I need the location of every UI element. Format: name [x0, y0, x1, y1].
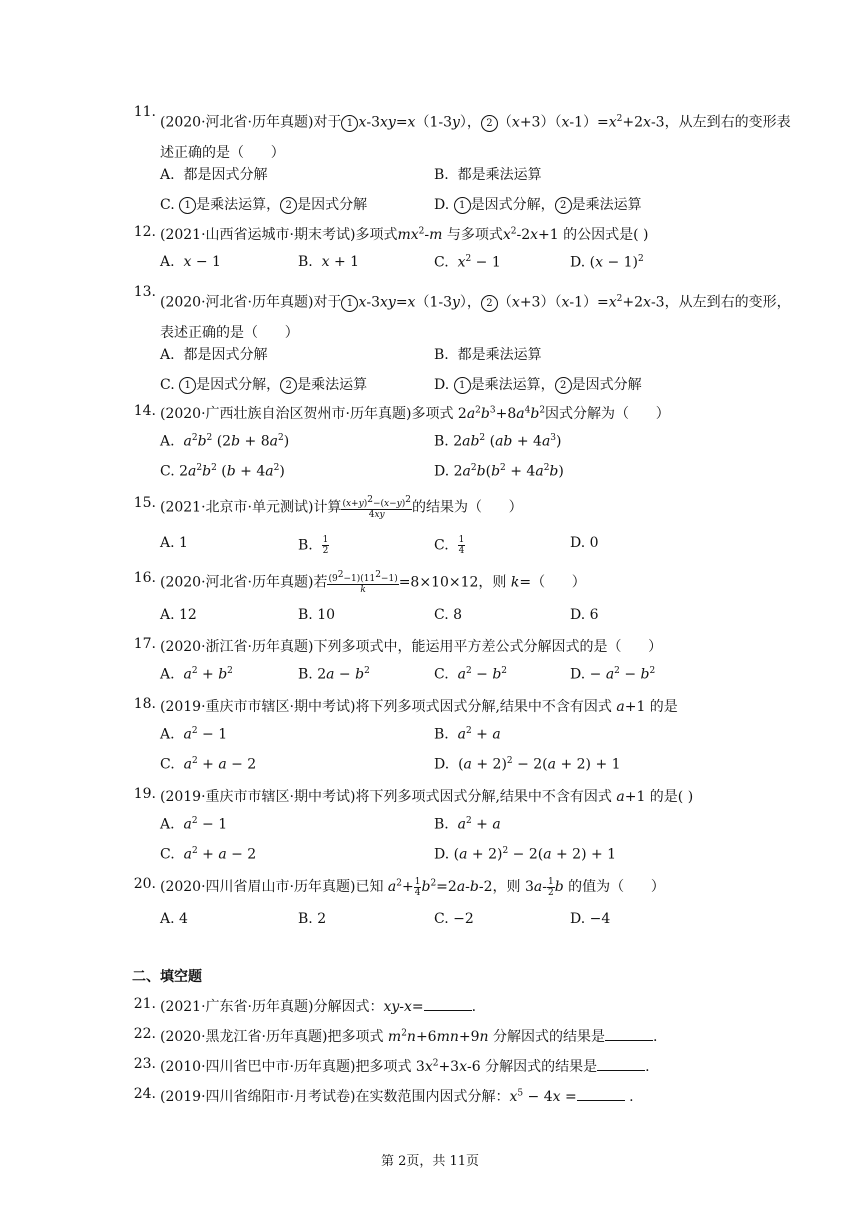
option-a[interactable]: A. 12	[160, 607, 197, 623]
question-stem: (2020·黑龙江省·历年真题)把多项式 $m^2n+6mn+9n$ 分解因式的结果是 .	[160, 1028, 658, 1045]
question-number: 11.	[133, 104, 156, 120]
question-source: (2020·河北省·历年真题)	[160, 114, 314, 131]
question-stem: (2020·四川省眉山市·历年真题)已知 $a^2+$ $\frac{1}{4}$ $b^2=2a-b-2$，则 3a- $\frac{1}{2}$ b 的值为（ ）	[160, 876, 665, 898]
option-d[interactable]: D. $(a + 2)^2 - 2(a + 2) + 1$	[434, 756, 621, 773]
answer-blank[interactable]	[577, 1088, 625, 1101]
question-stem: (2021·山西省运城市·期末考试)多项式$mx^2-m$ 与多项式$x^2-2x+1$ 的公因式是( )	[160, 226, 649, 243]
option-b[interactable]: B. $\frac{1}{2}$	[298, 535, 329, 556]
option-b[interactable]: B. $2ab^2$ $(ab + 4a^3)$	[434, 433, 562, 450]
option-c[interactable]: C. $2a^2b^2$ $(b + 4a^2)$	[160, 463, 285, 480]
question-source: (2020·黑龙江省·历年真题)	[160, 1029, 328, 1045]
question-stem: (2020·河北省·历年真题)若 $\frac{(9^2-1)(11^2-1)}{k}$ =8×10×12，则 k=（ ）	[160, 570, 586, 595]
option-a[interactable]: A. $a^2 - 1$	[160, 816, 228, 833]
question-number: 23.	[133, 1056, 156, 1072]
option-b[interactable]: B. 10	[298, 607, 336, 623]
option-d[interactable]: D. −4	[570, 911, 611, 927]
question-source: (2020·河北省·历年真题)	[160, 574, 314, 591]
answer-blank[interactable]	[424, 998, 472, 1011]
question-number: 20.	[133, 876, 156, 892]
question-stem: (2020·河北省·历年真题)对于 1 x-3xy=x（1-3y）， 2 $(x+3)(x-1)=x^2+2x-3$，从左到右的变形，表述正确的是（ ）	[160, 294, 791, 341]
option-c[interactable]: C. $a^2 + a - 2$	[160, 846, 257, 863]
question-number: 16.	[133, 570, 156, 586]
question-number: 19.	[133, 786, 156, 802]
option-a[interactable]: A. $a^2 - 1$	[160, 726, 228, 743]
option-a[interactable]: A. $a^2 + b^2$	[160, 666, 233, 683]
option-a[interactable]: A. x − 1	[160, 254, 221, 270]
question-stem: (2020·浙江省·历年真题)下列多项式中，能运用平方差公式分解因式的是（ ）	[160, 639, 663, 655]
question-number: 13.	[133, 284, 156, 300]
option-b[interactable]: B. x + 1	[298, 254, 360, 270]
question-source: (2010·四川省巴中市·历年真题)	[160, 1059, 356, 1075]
question-number: 14.	[133, 403, 156, 419]
question-stem: (2010·四川省巴中市·历年真题)把多项式 $3x^2+3x-6$ 分解因式的结果是 .	[160, 1058, 650, 1075]
option-a[interactable]: A. 都是因式分解	[160, 347, 268, 363]
option-b[interactable]: B. 都是乘法运算	[434, 347, 542, 363]
question-source: (2019·四川省绵阳市·月考试卷)	[160, 1089, 356, 1105]
option-d[interactable]: D. 1 是乘法运算， 2 是因式分解	[434, 377, 642, 393]
option-c[interactable]: C. $a^2 - b^2$	[434, 666, 508, 683]
question-number: 17.	[133, 636, 156, 652]
option-a[interactable]: A. 1	[160, 535, 188, 551]
question-source: (2020·浙江省·历年真题)	[160, 639, 314, 655]
question-source: (2021·山西省运城市·期末考试)	[160, 227, 356, 243]
option-b[interactable]: B. $a^2 + a$	[434, 726, 501, 743]
question-source: (2021·广东省·历年真题)	[160, 999, 314, 1015]
answer-blank[interactable]	[605, 1028, 653, 1041]
question-number: 24.	[133, 1086, 156, 1102]
option-d[interactable]: D. $(a + 2)^2 - 2(a + 2) + 1$	[434, 846, 617, 863]
option-c[interactable]: C. $\frac{1}{4}$	[434, 535, 465, 556]
option-b[interactable]: B. $2a - b^2$	[298, 666, 370, 683]
question-stem: (2019·重庆市市辖区·期中考试)将下列多项式因式分解,结果中不含有因式 a+1 的是	[160, 699, 678, 715]
question-source: (2020·广西壮族自治区贺州市·历年真题)	[160, 406, 412, 422]
option-a[interactable]: A. 4	[160, 911, 188, 927]
question-source: (2021·北京市·单元测试)	[160, 499, 314, 516]
question-source: (2019·重庆市市辖区·期中考试)	[160, 789, 356, 805]
option-d[interactable]: D. $(x - 1)^2$	[570, 254, 644, 271]
option-d[interactable]: D. 6	[570, 607, 599, 623]
option-d[interactable]: D. $2a^2b(b^2 + 4a^2b)$	[434, 463, 564, 480]
question-stem: (2020·广西壮族自治区贺州市·历年真题)多项式 $2a^2b^3+8a^4b^2$因式分解为（ ）	[160, 405, 670, 422]
option-b[interactable]: B. 都是乘法运算	[434, 167, 542, 183]
option-c[interactable]: C. −2	[434, 911, 474, 927]
question-stem: (2021·北京市·单元测试)计算 $\frac{(x+y)^2-(x-y)^2}{4xy}$ 的结果为（ ）	[160, 495, 523, 520]
option-d[interactable]: D. − $a^2 - b^2$	[570, 666, 656, 683]
question-stem: (2020·河北省·历年真题)对于 1 x-3xy=x（1-3y）， 2 $(x+3)(x-1)=x^2+2x-3$，从左到右的变形表述正确的是（ ）	[160, 114, 791, 161]
question-stem: (2019·四川省绵阳市·月考试卷)在实数范围内因式分解：$x^5 - 4x$ = .	[160, 1088, 634, 1105]
answer-blank[interactable]	[597, 1058, 645, 1071]
question-source: (2020·河北省·历年真题)	[160, 294, 314, 311]
option-a[interactable]: A. $a^2b^2$ $(2b + 8a^2)$	[160, 433, 290, 450]
option-b[interactable]: B. 2	[298, 911, 327, 927]
option-c[interactable]: C. 1 是乘法运算， 2 是因式分解	[160, 197, 368, 213]
question-stem: (2019·重庆市市辖区·期中考试)将下列多项式因式分解,结果中不含有因式 a+1 的是( )	[160, 789, 694, 805]
question-number: 18.	[133, 696, 156, 712]
question-number: 21.	[133, 996, 156, 1012]
option-c[interactable]: C. 8	[434, 607, 463, 623]
question-number: 22.	[133, 1026, 156, 1042]
section-title: 二、填空题	[132, 969, 202, 985]
page-footer: 第 2页，共 11页	[380, 1154, 480, 1169]
question-number: 15.	[133, 495, 156, 511]
question-stem: (2021·广东省·历年真题)分解因式：xy-x= .	[160, 999, 477, 1015]
option-c[interactable]: C. $x^2 - 1$	[434, 254, 501, 271]
option-a[interactable]: A. 都是因式分解	[160, 167, 268, 183]
question-source: (2020·四川省眉山市·历年真题)	[160, 879, 356, 895]
option-d[interactable]: D. 1 是因式分解， 2 是乘法运算	[434, 197, 642, 213]
option-d[interactable]: D. 0	[570, 535, 599, 551]
question-source: (2019·重庆市市辖区·期中考试)	[160, 699, 356, 715]
question-number: 12.	[133, 224, 156, 240]
option-b[interactable]: B. $a^2 + a$	[434, 816, 501, 833]
option-c[interactable]: C. 1 是因式分解， 2 是乘法运算	[160, 377, 368, 393]
option-c[interactable]: C. $a^2 + a - 2$	[160, 756, 257, 773]
